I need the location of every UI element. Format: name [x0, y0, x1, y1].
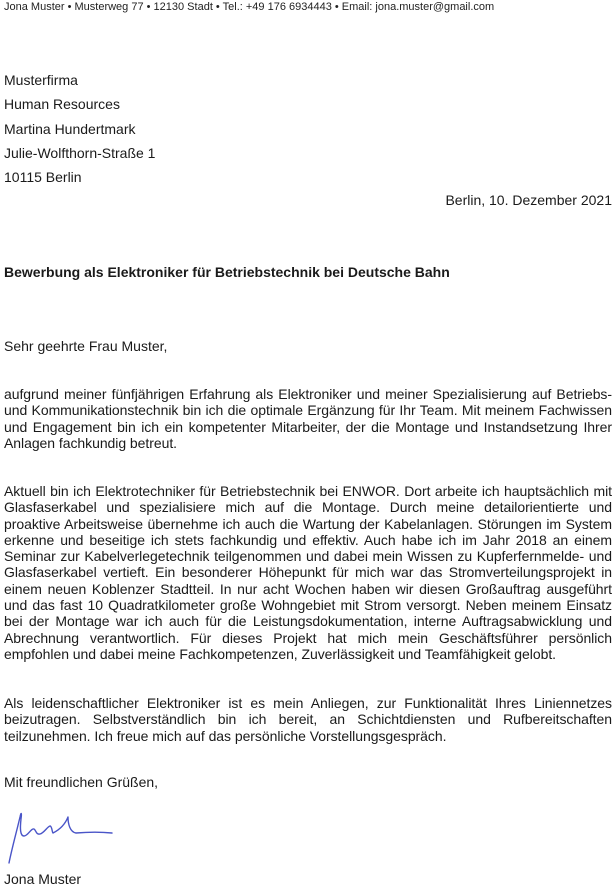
body-paragraph-intro: aufgrund meiner fünfjährigen Erfahrung als Elektroniker und meiner Spezialisierung auf Betriebs- und Kommunikationstechnik bin ich die optimale Ergänzung für Ihr Team. Mit meinem Fachwissen und Engagement bin ich ein kompetenter Mitarbeiter, der die Montage und Instandsetzung Ihrer Anlagen fachkundig betreut. [4, 386, 612, 451]
letter-date: Berlin, 10. Dezember 2021 [445, 192, 612, 208]
body-paragraph-experience: Aktuell bin ich Elektrotechniker für Betriebstechnik bei ENWOR. Dort arbeite ich hauptsächlich mit Glasfaserkabel und spezialisiere mich auf die Montage. Durch meine detailorientierte und proaktive Arbeitsweise übernehme ich auch die Wartung der Kabelanlagen. Störungen im System erkenne und beseitige ich stets fachkundig und effektiv. Auch habe ich im Jahr 2018 an einem Seminar zur Kabelverlegetechnik teilgenommen und dabei mein Wissen zu Kupferfernmelde- und Glasfaserkabel vertieft. Ein besonderer Höhepunkt für mich war das Stromverteilungsprojekt in einem neuen Koblenzer Stadtteil. In nur acht Wochen haben wir diesen Großauftrag ausgeführt und das fast 10 Quadratkilometer große Wohngebiet mit Strom versorgt. Neben meinem Einsatz bei der Montage war ich auch für die Leistungsdokumentation, interne Auftragsabwicklung und Abrechnung verantwortlich. Für dieses Projekt hat mich mein Geschäftsführer persönlich empfohlen und dabei meine Fachkompetenzen, Zuverlässigkeit und Teamfähigkeit gelobt. [4, 483, 612, 662]
body-paragraph-motivation: Als leidenschaftlicher Elektroniker ist es mein Anliegen, zur Funktionalität Ihres Liniennetzes beizutragen. Selbstverständlich bin ich bereit, an Schichtdiensten und Rufbereitschaften teilzunehmen. Ich freue mich auf das persönliche Vorstellungsgespräch. [4, 695, 612, 744]
signature-stroke [9, 813, 112, 863]
recipient-company: Musterfirma [4, 72, 78, 88]
closing: Mit freundlichen Grüßen, [4, 774, 159, 790]
recipient-department: Human Resources [4, 96, 120, 113]
letterhead-contact-line: Jona Muster • Musterweg 77 • 12130 Stadt • Tel.: +49 176 6934443 • Email: jona.muster@gmail.com [4, 1, 495, 13]
salutation: Sehr geehrte Frau Muster, [4, 338, 168, 354]
recipient-city: 10115 Berlin [4, 169, 82, 186]
recipient-contact: Martina Hundertmark [4, 120, 136, 137]
handwritten-signature [6, 808, 116, 866]
recipient-street: Julie-Wolfthorn-Straße 1 [4, 144, 156, 161]
signer-name: Jona Muster [4, 871, 82, 887]
recipient-address [4, 68, 155, 189]
letter-subject: Bewerbung als Elektroniker für Betriebstechnik bei Deutsche Bahn [4, 264, 450, 280]
